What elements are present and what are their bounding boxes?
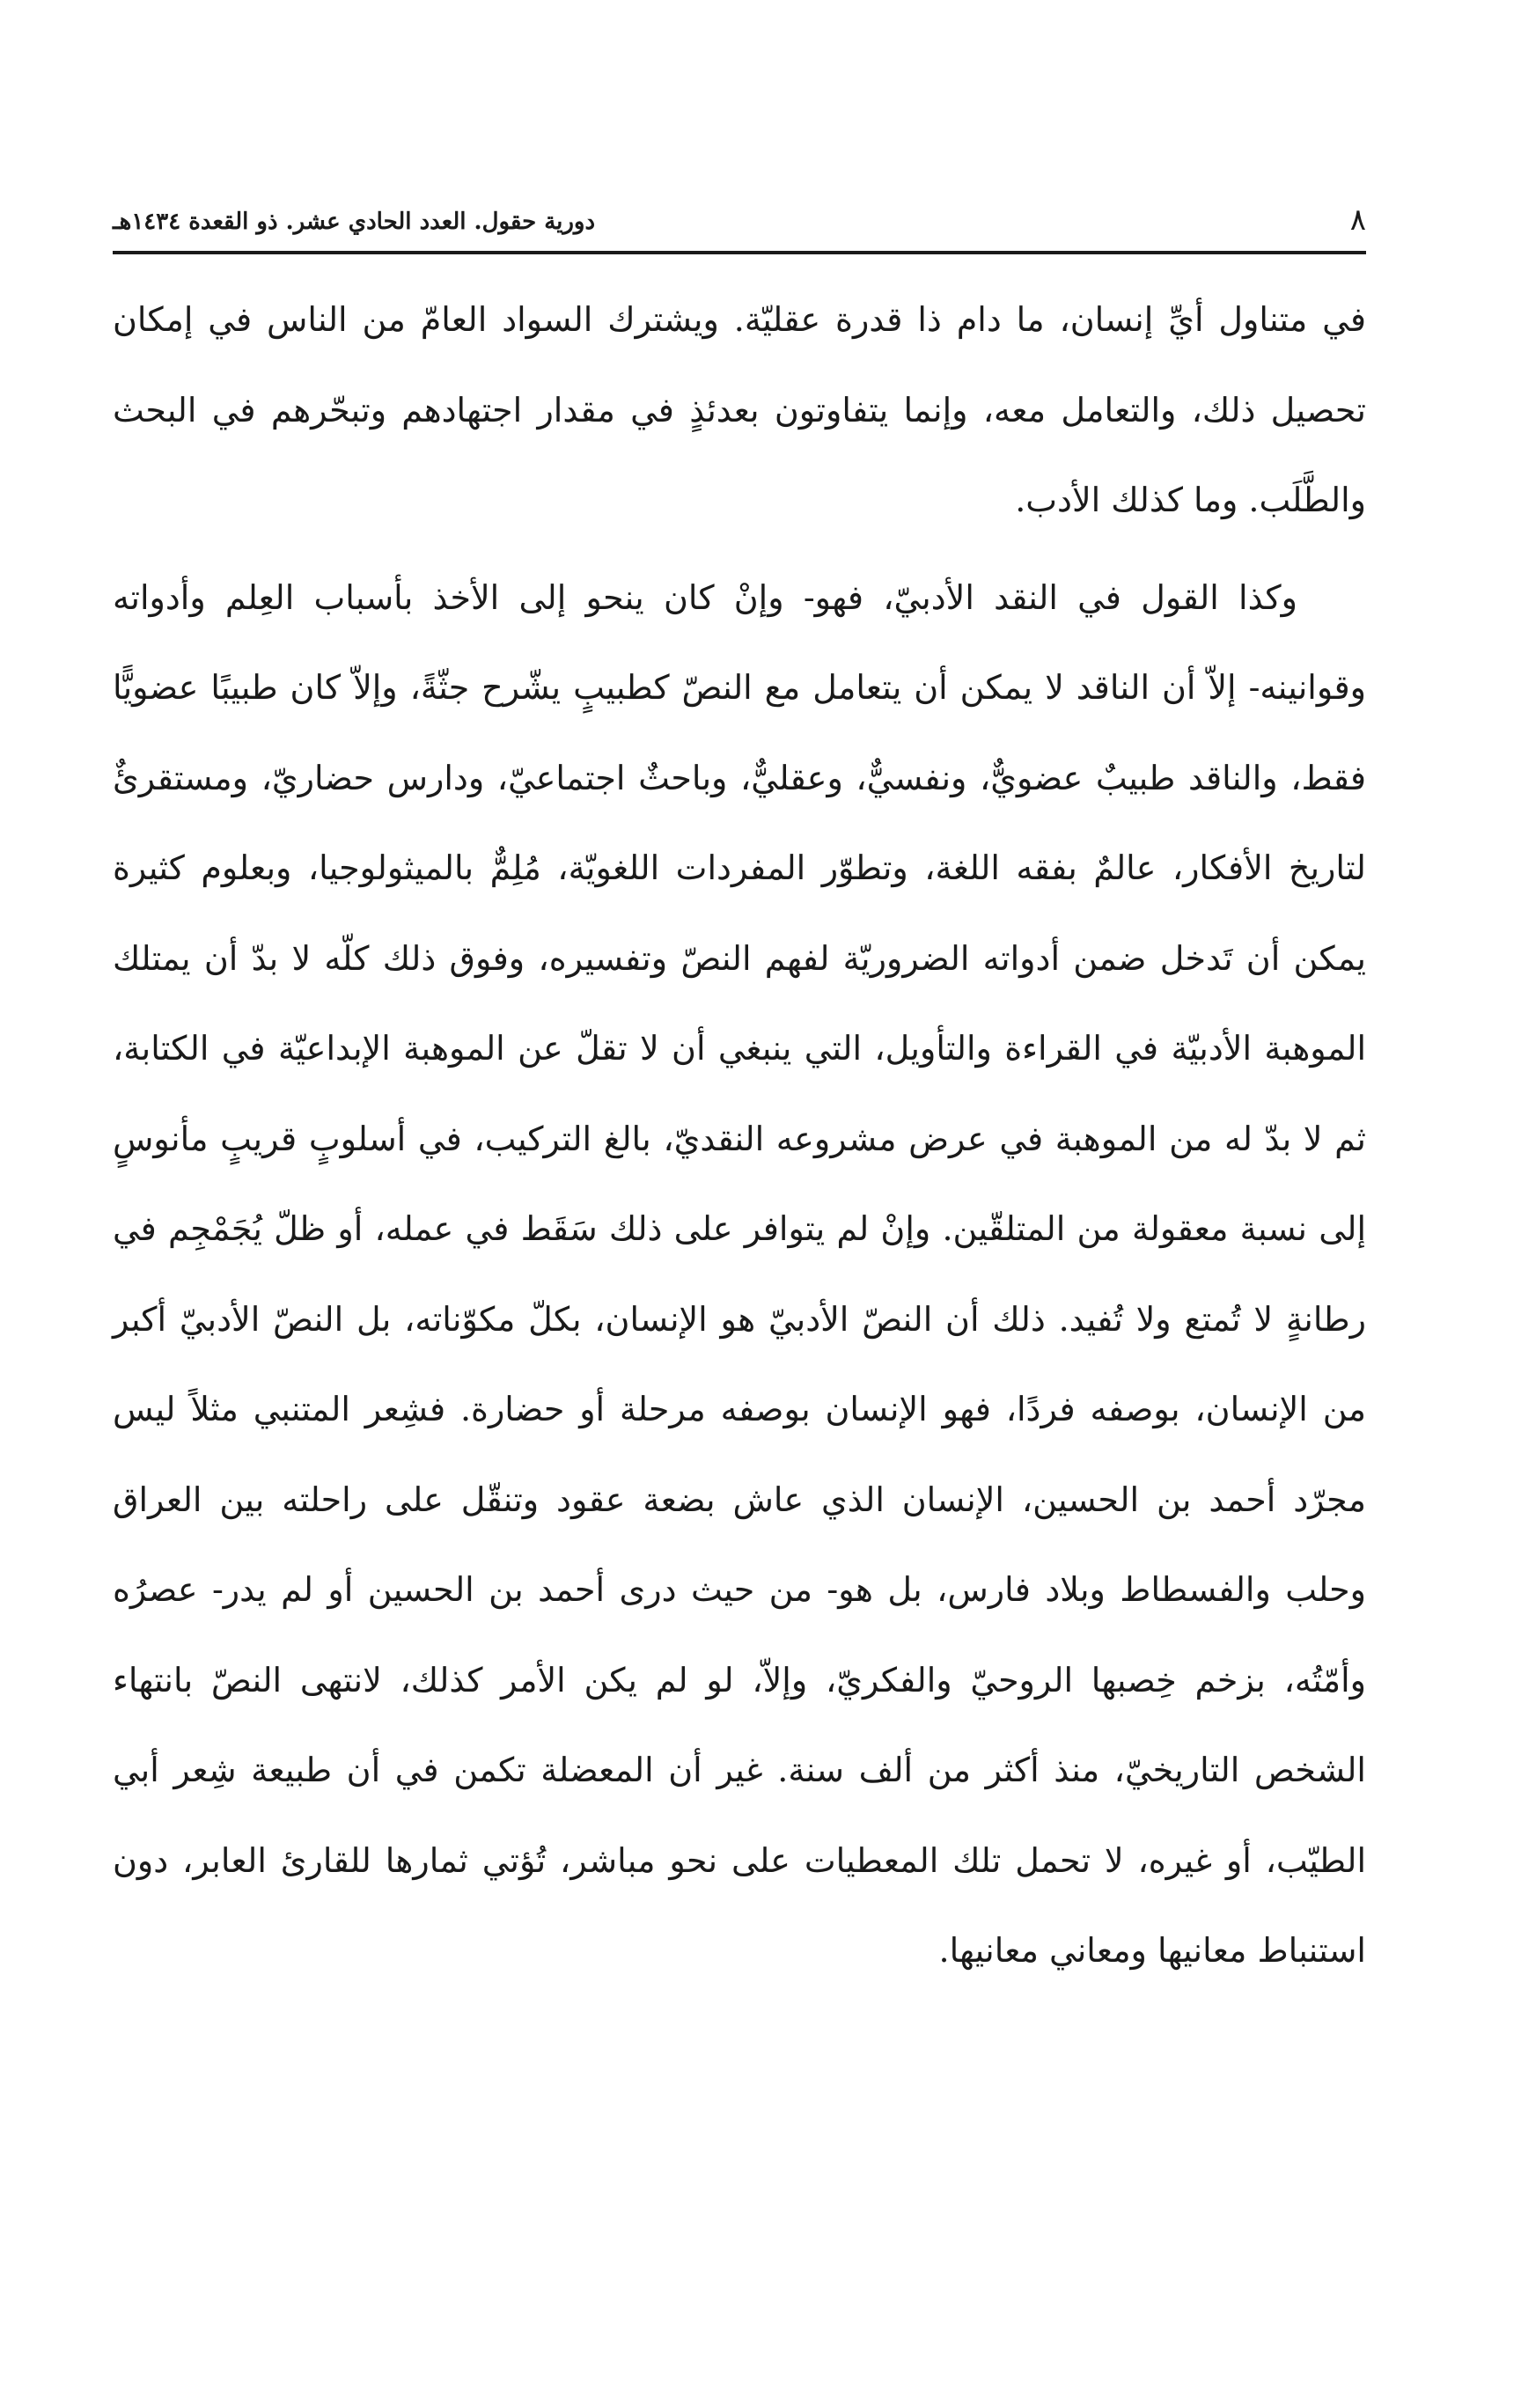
paragraph-2: وكذا القول في النقد الأدبيّ، فهو- وإنْ كان ينحو إلى الأخذ بأسباب العِلم وأدواته وقوانينه- إلاّ أن الناقد لا يمكن أن يتعامل مع النصّ كطبيبٍ يشّرح جثّةً، وإلاّ كان طبيبًا عضويًّا فقط، والناقد طبيبٌ عضويٌّ، ونفسيٌّ، وعقليٌّ، وباحثٌ اجتماعيّ، ودارس حضاريّ، ومستقرئٌ لتاريخ الأفكار، عالمٌ بفقه اللغة، وتطوّر المفردات اللغويّة، مُلِمٌّ بالميثولوجيا، وبعلوم كثيرة يمكن أن تَدخل ضمن أدواته الضروريّة لفهم النصّ وتفسيره، وفوق ذلك كلّه لا بدّ أن يمتلك الموهبة الأدبيّة في القراءة والتأويل، التي ينبغي أن لا تقلّ عن الموهبة الإبداعيّة في الكتابة، ثم لا بدّ له من الموهبة في عرض مشروعه النقديّ، بالغ التركيب، في أسلوبٍ قريبٍ مأنوسٍ إلى نسبة معقولة من المتلقّين. وإنْ لم يتوافر على ذلك سَقَط في عمله، أو ظلّ يُجَمْجِم في رطانةٍ لا تُمتع ولا تُفيد. ذلك أن النصّ الأدبيّ هو الإنسان، بكلّ مكوّناته، بل النصّ الأدبيّ أكبر من الإنسان، بوصفه فردًا، فهو الإنسان بوصفه مرحلة أو حضارة. فشِعر المتنبي مثلاً ليس مجرّد أحمد بن الحسين، الإنسان الذي عاش بضعة عقود وتنقّل على راحلته بين العراق وحلب والفسطاط وبلاد فارس، بل هو- من حيث درى أحمد بن الحسين أو لم يدر- عصرُه وأمّتُه، بزخم خِصبها الروحيّ والفكريّ، وإلاّ، لو لم يكن الأمر كذلك، لانتهى النصّ بانتهاء الشخص التاريخيّ، منذ أكثر من ألف سنة. غير أن المعضلة تكمن في أن طبيعة شِعر أبي الطيّب، أو غيره، لا تحمل تلك المعطيات على نحو مباشر، تُؤتي ثمارها للقارئ العابر، دون استنباط معانيها ومعاني معانيها.	[113, 577, 1366, 1970]
running-header	[113, 176, 1366, 255]
page-number: ٨	[1349, 202, 1366, 238]
journal-issue-line: دورية حقول. العدد الحادي عشر. ذو القعدة ١٤٣٤هـ	[113, 209, 596, 235]
paragraph-1: في متناول أيِّ إنسان، ما دام ذا قدرة عقليّة. ويشترك السواد العامّ من الناس في إمكان تحصيل ذلك، والتعامل معه، وإنما يتفاوتون بعدئذٍ في مقدار اجتهادهم وتبحّرهم في البحث والطَّلَب. وما كذلك الأدب.	[113, 300, 1366, 519]
body-text	[113, 275, 1366, 1996]
document-page	[113, 176, 1366, 2288]
header-rule	[113, 251, 1366, 254]
